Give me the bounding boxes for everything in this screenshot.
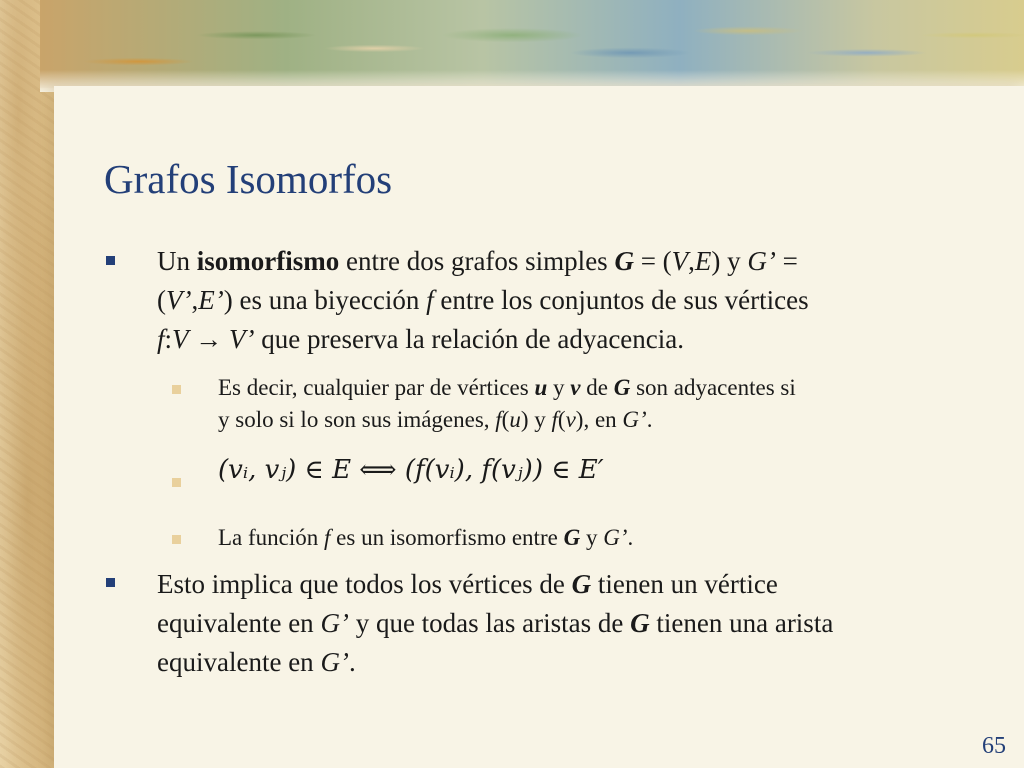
bullet-2-text [157,565,1017,682]
bullet-square-icon [106,256,115,265]
bullet-1-line-2: (V’,E’) es una biyección f entre los conjuntos de sus vértices [157,285,809,315]
sub-bullet-square-icon [172,385,181,394]
slide-title: Grafos Isomorfos [104,156,393,202]
bullet-square-icon [106,578,115,587]
bullet-1-text [157,242,1017,359]
sub-bullet-1-text [218,372,1018,436]
sub-bullet-1-line-1: Es decir, cualquier par de vértices u y v de G son adyacentes si [218,375,796,400]
adjacency-formula: (vᵢ, vⱼ) ∈ E ⟺ (f(vᵢ), f(vⱼ)) ∈ E′ [218,455,604,485]
bullet-2-line-2: equivalente en G’ y que todas las aristas de G tienen una arista [157,608,834,638]
sub-bullet-3-line-1: La función f es un isomorfismo entre G y G’. [218,525,634,550]
bullet-2-line-3: equivalente en G’. [157,647,356,677]
page-number: 65 [982,733,1006,759]
sub-bullet-3-text [218,522,1018,554]
bullet-2-line-1: Esto implica que todos los vértices de G tienen un vértice [157,569,778,599]
sub-bullet-1-line-2: y solo si lo son sus imágenes, f(u) y f(v), en G’. [218,407,653,432]
bullet-1-line-3: f:V → V’ que preserva la relación de adyacencia. [157,324,685,354]
sub-bullet-square-icon [172,478,181,487]
bullet-1-line-1: Un isomorfismo entre dos grafos simples G = (V,E) y G’ = [157,246,798,276]
sub-bullet-square-icon [172,535,181,544]
